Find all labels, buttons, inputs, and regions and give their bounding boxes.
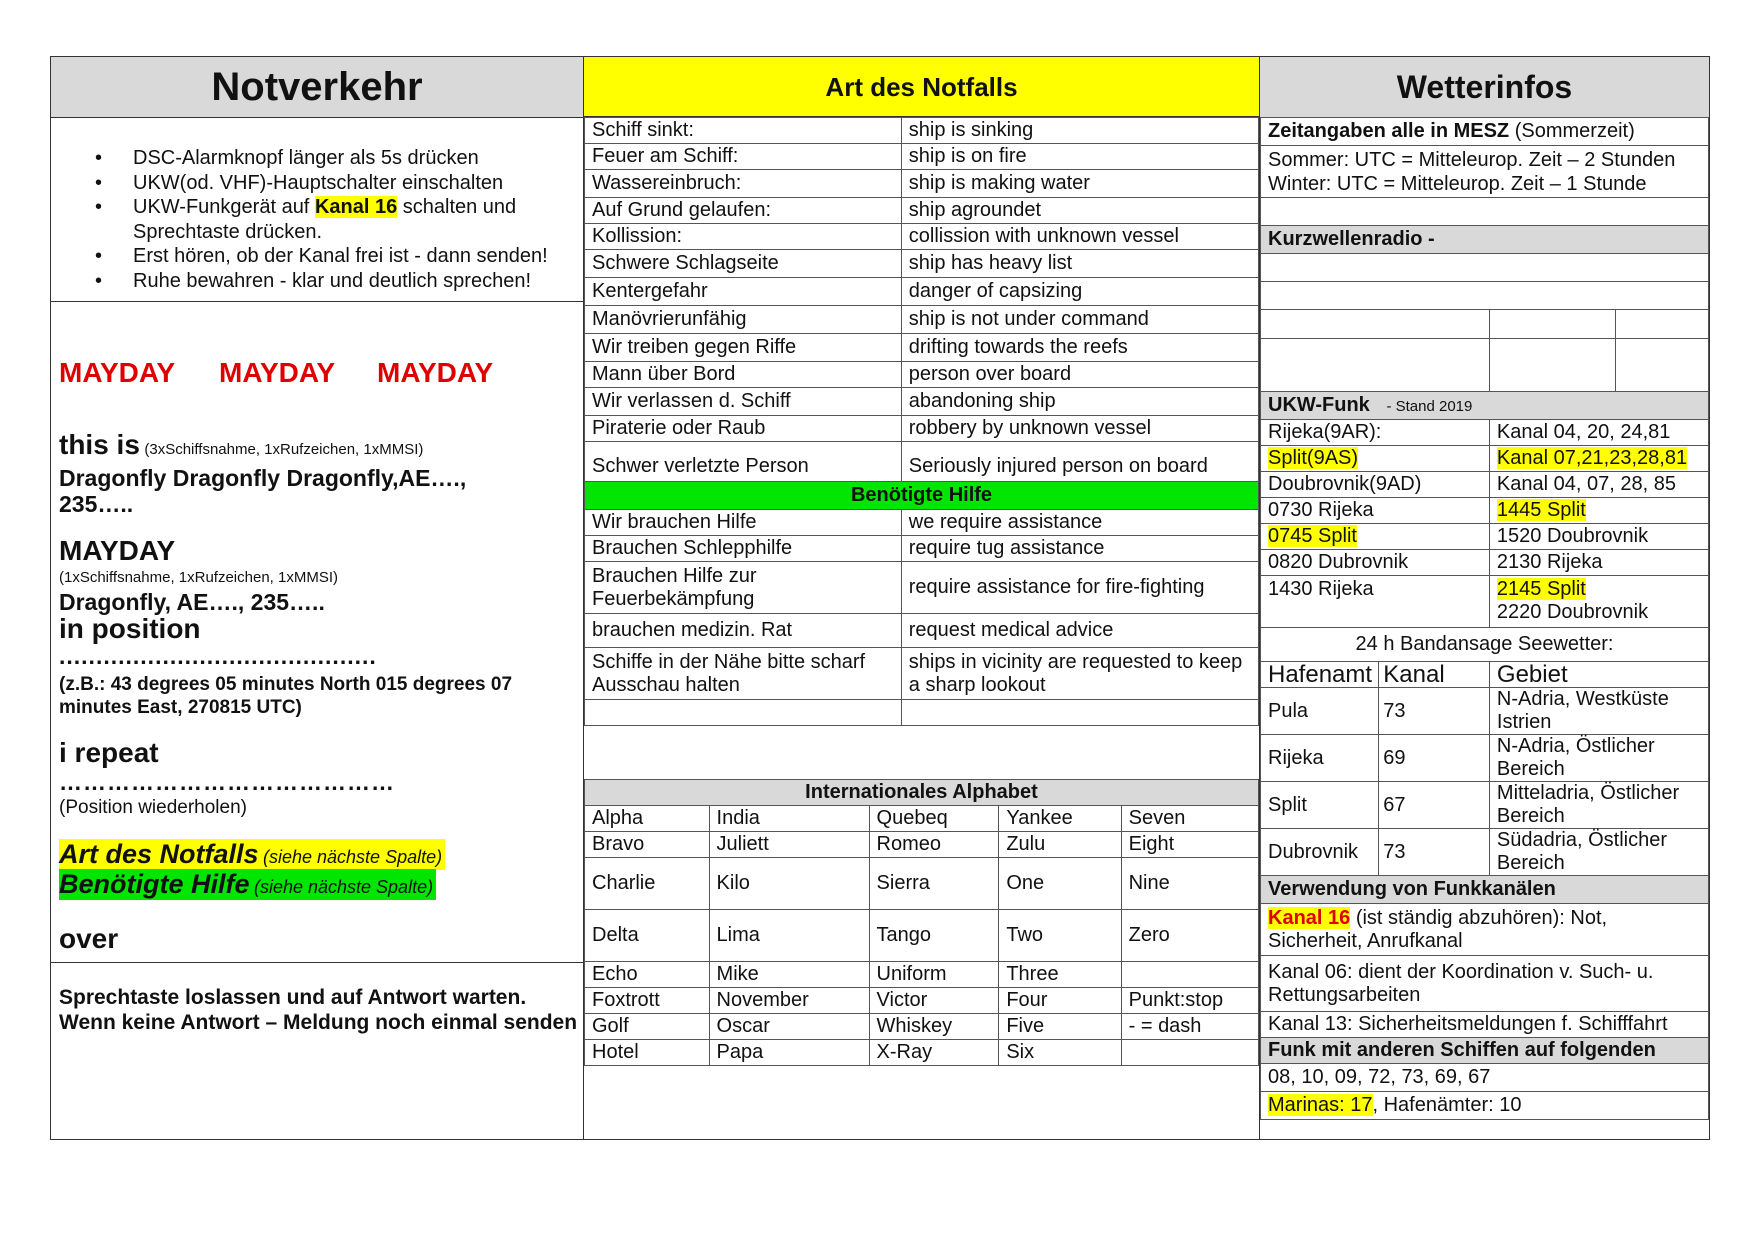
- channel-16-highlight: Kanal 16: [314, 196, 398, 218]
- table-row: [1261, 688, 1709, 735]
- table-row: [585, 510, 1259, 536]
- wetterinfos-title: Wetterinfos: [1260, 57, 1709, 118]
- col-header-kanal: Kanal: [1379, 662, 1490, 688]
- list-item: • UKW(od. VHF)-Hauptschalter einschalten: [51, 171, 583, 196]
- mayday-repeat: MAYDAY: [59, 535, 176, 566]
- list-item: • Erst hören, ob der Kanal frei ist - dann senden!: [51, 244, 583, 269]
- alphabet-word: Bravo: [585, 832, 710, 858]
- alphabet-word: Three: [999, 962, 1121, 988]
- notfall-en: ship is on fire: [901, 144, 1258, 170]
- alphabet-word: - = dash: [1121, 1014, 1258, 1040]
- position-dots: ...........................................: [59, 643, 377, 669]
- notfall-en: drifting towards the reefs: [901, 334, 1258, 362]
- alphabet-word: Victor: [869, 988, 999, 1014]
- alphabet-word: Juliett: [709, 832, 869, 858]
- funk-schiffe-heading: Funk mit anderen Schiffen auf folgenden: [1261, 1038, 1709, 1064]
- alphabet-word: Zulu: [999, 832, 1121, 858]
- alphabet-word: Charlie: [585, 858, 710, 910]
- port-area: N-Adria, Westküste Istrien: [1489, 688, 1708, 735]
- table-row: [585, 988, 1259, 1014]
- hilfe-en: require assistance for fire-fighting: [901, 562, 1258, 614]
- notverkehr-title: Notverkehr: [51, 57, 583, 118]
- hilfe-en: we require assistance: [901, 510, 1258, 536]
- i-repeat: i repeat: [59, 737, 159, 768]
- verwendung-heading: Verwendung von Funkkanälen: [1261, 876, 1709, 904]
- table-row: [585, 224, 1259, 250]
- list-item: • DSC-Alarmknopf länger als 5s drücken: [51, 146, 583, 171]
- hilfe-table: [584, 481, 1259, 726]
- mayday-3: MAYDAY: [377, 357, 494, 388]
- empty-cell: [1261, 282, 1709, 310]
- empty-cell: [1489, 310, 1708, 339]
- alphabet-word: X-Ray: [869, 1040, 999, 1066]
- hilfe-en: request medical advice: [901, 614, 1258, 648]
- table-row: [585, 832, 1259, 858]
- notfall-en: ship agroundet: [901, 198, 1258, 224]
- funk-channels: 08, 10, 09, 72, 73, 69, 67: [1261, 1064, 1709, 1092]
- position-example: (z.B.: 43 degrees 05 minutes North 015 degrees 07 minutes East, 270815 UTC): [59, 674, 513, 718]
- notfall-en: person over board: [901, 362, 1258, 388]
- table-row: [585, 1014, 1259, 1040]
- station-name: Doubrovnik(9AD): [1261, 472, 1490, 498]
- alphabet-word: Eight: [1121, 832, 1258, 858]
- notfall-en: collission with unknown vessel: [901, 224, 1258, 250]
- marinas-info: Marinas: 17, Hafenämter: 10: [1261, 1092, 1709, 1120]
- alphabet-word: Romeo: [869, 832, 999, 858]
- broadcast-time: 1520 Doubrovnik: [1489, 524, 1708, 550]
- port-name: Pula: [1261, 688, 1379, 735]
- hilfe-de: Schiffe in der Nähe bitte scharf Ausschau halten: [585, 648, 902, 700]
- final-instruction: Sprechtaste loslassen und auf Antwort warten. Wenn keine Antwort – Meldung noch einmal senden: [59, 986, 578, 1034]
- notverkehr-column: [51, 57, 584, 1139]
- alphabet-word: Yankee: [999, 806, 1121, 832]
- port-channel: 73: [1379, 829, 1490, 876]
- over: over: [59, 923, 119, 954]
- station-channels: Kanal 04, 20, 24,81: [1489, 420, 1708, 446]
- notfall-de: Feuer am Schiff:: [585, 144, 902, 170]
- station-channels: Kanal 07,21,23,28,81: [1489, 446, 1708, 472]
- port-area: Mitteladria, Östlicher Bereich: [1489, 782, 1708, 829]
- alphabet-word: [1121, 962, 1258, 988]
- table-row: [585, 910, 1259, 962]
- kanal-16-info: Kanal 16 (ist ständig abzuhören): Not, Sicherheit, Anrufkanal: [1261, 904, 1709, 956]
- table-row: [585, 806, 1259, 832]
- hilfe-de: brauchen medizin. Rat: [585, 614, 902, 648]
- port-area: Südadria, Östlicher Bereich: [1489, 829, 1708, 876]
- notfall-en: abandoning ship: [901, 388, 1258, 416]
- broadcast-time: 0745 Split: [1261, 524, 1490, 550]
- col-header-hafenamt: Hafenamt: [1261, 662, 1379, 688]
- alphabet-word: Zero: [1121, 910, 1258, 962]
- station-channels: Kanal 04, 07, 28, 85: [1489, 472, 1708, 498]
- alphabet-word: One: [999, 858, 1121, 910]
- alphabet-word: Kilo: [709, 858, 869, 910]
- table-row: [585, 334, 1259, 362]
- empty-cell: [901, 700, 1258, 726]
- table-row: [585, 536, 1259, 562]
- alphabet-word: Echo: [585, 962, 710, 988]
- notfall-en: ship is sinking: [901, 118, 1258, 144]
- table-row: [1261, 420, 1709, 446]
- notfall-de: Kentergefahr: [585, 278, 902, 306]
- alphabet-word: Whiskey: [869, 1014, 999, 1040]
- table-row: [585, 614, 1259, 648]
- port-name: Rijeka: [1261, 735, 1379, 782]
- port-channel: 73: [1379, 688, 1490, 735]
- alphabet-word: Oscar: [709, 1014, 869, 1040]
- mayday-1: MAYDAY: [59, 357, 176, 388]
- zeitangaben: Zeitangaben alle in MESZ (Sommerzeit): [1261, 118, 1709, 146]
- table-row: [585, 144, 1259, 170]
- port-channel: 67: [1379, 782, 1490, 829]
- table-row: [1261, 446, 1709, 472]
- utc-offsets: Sommer: UTC = Mitteleurop. Zeit – 2 Stunden Winter: UTC = Mitteleurop. Zeit – 1 Stunde: [1261, 146, 1709, 198]
- broadcast-time: 2145 Split 2220 Doubrovnik: [1489, 576, 1708, 628]
- alphabet-word: Nine: [1121, 858, 1258, 910]
- broadcast-time: 1430 Rijeka: [1261, 576, 1490, 628]
- table-row: [585, 198, 1259, 224]
- alphabet-word: Papa: [709, 1040, 869, 1066]
- table-row: [1261, 498, 1709, 524]
- notfall-de: Mann über Bord: [585, 362, 902, 388]
- kanal-13-info: Kanal 13: Sicherheitsmeldungen f. Schifffahrt: [1261, 1012, 1709, 1038]
- alphabet-word: India: [709, 806, 869, 832]
- alphabet-word: Four: [999, 988, 1121, 1014]
- notfall-en: Seriously injured person on board: [901, 442, 1258, 492]
- kanal-06-info: Kanal 06: dient der Koordination v. Such- u. Rettungsarbeiten: [1261, 956, 1709, 1012]
- alphabet-word: Five: [999, 1014, 1121, 1040]
- hilfe-en: ships in vicinity are requested to keep a sharp lookout: [901, 648, 1258, 700]
- station-name: Rijeka(9AR):: [1261, 420, 1490, 446]
- hilfe-de: Brauchen Hilfe zur Feuerbekämpfung: [585, 562, 902, 614]
- mayday-call: [59, 357, 579, 397]
- alphabet-word: Punkt:stop: [1121, 988, 1258, 1014]
- port-name: Split: [1261, 782, 1379, 829]
- notfall-de: Manövrierunfähig: [585, 306, 902, 334]
- broadcast-time: 1445 Split: [1489, 498, 1708, 524]
- table-row: [585, 648, 1259, 700]
- table-row: [1261, 524, 1709, 550]
- notfall-column: [584, 57, 1259, 1139]
- table-row: [585, 1040, 1259, 1066]
- callsign-single: Dragonfly, AE…., 235…..: [59, 589, 325, 615]
- port-channel: 69: [1379, 735, 1490, 782]
- empty-cell: [1261, 254, 1709, 282]
- alphabet-word: Hotel: [585, 1040, 710, 1066]
- table-row: [1261, 782, 1709, 829]
- port-area: N-Adria, Östlicher Bereich: [1489, 735, 1708, 782]
- procedure-list: [51, 118, 583, 302]
- alphabet-word: Two: [999, 910, 1121, 962]
- empty-cell: [1261, 339, 1490, 392]
- alphabet-word: Six: [999, 1040, 1121, 1066]
- bandansage-heading: 24 h Bandansage Seewetter:: [1261, 628, 1709, 662]
- alphabet-word: Golf: [585, 1014, 710, 1040]
- art-des-notfalls-ref: Art des Notfalls (siehe nächste Spalte): [59, 839, 445, 870]
- table-row: [585, 858, 1259, 910]
- alphabet-word: Sierra: [869, 858, 999, 910]
- table-row: [1261, 472, 1709, 498]
- alphabet-word: [1121, 1040, 1258, 1066]
- port-name: Dubrovnik: [1261, 829, 1379, 876]
- table-row: [1261, 576, 1709, 628]
- mayday-2: MAYDAY: [219, 357, 336, 388]
- repeat-dots: ……………………………………: [59, 769, 395, 795]
- notfall-de: Auf Grund gelaufen:: [585, 198, 902, 224]
- notfall-en: ship is making water: [901, 170, 1258, 198]
- divider: [51, 962, 583, 963]
- list-item: • Ruhe bewahren - klar und deutlich sprechen!: [51, 269, 583, 294]
- table-row: [585, 306, 1259, 334]
- alphabet-title: Internationales Alphabet: [585, 780, 1259, 806]
- table-row: [585, 250, 1259, 278]
- notfall-de: Schwere Schlagseite: [585, 250, 902, 278]
- notfall-de: Schwer verletzte Person: [585, 442, 902, 492]
- empty-cell: [1261, 310, 1490, 339]
- hilfe-en: require tug assistance: [901, 536, 1258, 562]
- repeat-note: (Position wiederholen): [59, 797, 247, 818]
- notfall-de: Wir treiben gegen Riffe: [585, 334, 902, 362]
- notfall-en: ship has heavy list: [901, 250, 1258, 278]
- table-row: [585, 118, 1259, 144]
- notfall-de: Piraterie oder Raub: [585, 416, 902, 442]
- kurzwellenradio-heading: Kurzwellenradio -: [1261, 226, 1709, 254]
- list-item: • UKW-Funkgerät auf Kanal 16 schalten und Sprechtaste drücken.: [51, 195, 583, 244]
- art-des-notfalls-title: Art des Notfalls: [584, 57, 1259, 117]
- table-row: [585, 562, 1259, 614]
- alphabet-table: [584, 779, 1259, 1066]
- ukw-funk-heading: UKW-Funk - Stand 2019: [1261, 392, 1709, 420]
- benoetigte-hilfe-ref: Benötigte Hilfe (siehe nächste Spalte): [59, 869, 436, 900]
- alphabet-word: Mike: [709, 962, 869, 988]
- notfall-en: danger of capsizing: [901, 278, 1258, 306]
- notfall-table: [584, 117, 1259, 492]
- quick-reference-sheet: [50, 56, 1710, 1140]
- alphabet-word: Uniform: [869, 962, 999, 988]
- table-row: [585, 278, 1259, 306]
- table-row: [585, 962, 1259, 988]
- alphabet-word: Foxtrott: [585, 988, 710, 1014]
- wetter-table: [1260, 117, 1709, 1120]
- callsign-triple: Dragonfly Dragonfly Dragonfly,AE…., 235…..: [59, 465, 467, 517]
- wetter-column: [1259, 57, 1709, 1139]
- this-is-line: this is (3xSchiffsnahme, 1xRufzeichen, 1xMMSI): [59, 429, 424, 460]
- broadcast-time: 2130 Rijeka: [1489, 550, 1708, 576]
- alphabet-word: Tango: [869, 910, 999, 962]
- hilfe-de: Wir brauchen Hilfe: [585, 510, 902, 536]
- table-row: [585, 362, 1259, 388]
- empty-cell: [1261, 198, 1709, 226]
- alphabet-word: Lima: [709, 910, 869, 962]
- hilfe-de: Brauchen Schlepphilfe: [585, 536, 902, 562]
- table-row: [1261, 550, 1709, 576]
- mayday-repeat-note: (1xSchiffsnahme, 1xRufzeichen, 1xMMSI): [59, 569, 339, 586]
- broadcast-time: 0730 Rijeka: [1261, 498, 1490, 524]
- notfall-de: Wassereinbruch:: [585, 170, 902, 198]
- broadcast-time: 0820 Dubrovnik: [1261, 550, 1490, 576]
- in-position: in position: [59, 613, 201, 644]
- notfall-de: Schiff sinkt:: [585, 118, 902, 144]
- col-header-gebiet: Gebiet: [1489, 662, 1708, 688]
- table-row: [585, 416, 1259, 442]
- notfall-en: robbery by unknown vessel: [901, 416, 1258, 442]
- table-row: [1261, 735, 1709, 782]
- notfall-de: Kollission:: [585, 224, 902, 250]
- alphabet-word: Quebeq: [869, 806, 999, 832]
- table-row: [585, 170, 1259, 198]
- empty-cell: [1489, 339, 1708, 392]
- benoetigte-hilfe-title: Benötigte Hilfe: [585, 482, 1259, 510]
- notfall-en: ship is not under command: [901, 306, 1258, 334]
- alphabet-word: November: [709, 988, 869, 1014]
- alphabet-word: Alpha: [585, 806, 710, 832]
- alphabet-word: Delta: [585, 910, 710, 962]
- station-name: Split(9AS): [1261, 446, 1490, 472]
- table-row: [1261, 829, 1709, 876]
- table-row: [585, 388, 1259, 416]
- alphabet-word: Seven: [1121, 806, 1258, 832]
- notfall-de: Wir verlassen d. Schiff: [585, 388, 902, 416]
- empty-cell: [585, 700, 902, 726]
